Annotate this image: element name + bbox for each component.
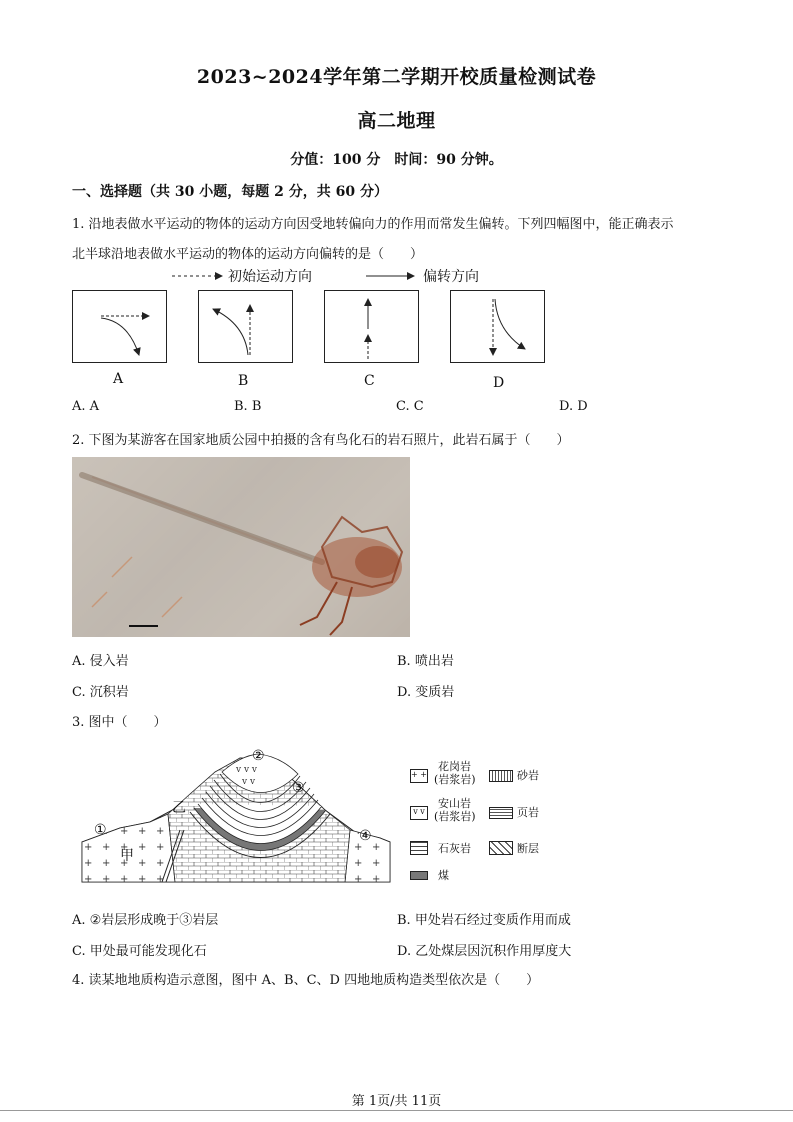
label-jia: 甲	[120, 848, 134, 864]
q4-text: 4. 读某地地质构造示意图，图中 A、B、C、D 四地地质构造类型依次是（ ）	[72, 973, 540, 988]
q1-text-line1: 1. 沿地表做水平运动的物体的运动方向因受地转偏向力的作用而常发生偏转。下列四幅图中，能正确表示	[72, 217, 674, 232]
q1-label-b: B	[238, 373, 249, 389]
marker-1: ①	[94, 822, 107, 838]
q1-label-a: A	[113, 371, 124, 387]
marker-2: ②	[252, 748, 265, 764]
granite-swatch: + +	[410, 769, 428, 783]
limestone-swatch	[410, 841, 428, 855]
legend-andesite: 安山岩	[438, 797, 471, 810]
q1-legend-initial: 初始运动方向	[228, 269, 312, 285]
section-heading: 一、选择题（共 30 小题，每题 2 分，共 60 分）	[72, 184, 388, 200]
page-number: 第 1页/共 11页	[351, 1094, 442, 1109]
score-info: 分值：100 分 时间：90 分钟。	[290, 152, 503, 168]
q1-option-a[interactable]: A. A	[72, 399, 100, 414]
legend-granite-note: (岩浆岩)	[434, 773, 476, 786]
svg-text:v v v: v v v	[236, 765, 257, 775]
q3-option-a[interactable]: A. ②岩层形成晚于③岩层	[72, 913, 219, 928]
legend-limestone: 石灰岩	[438, 842, 471, 855]
fault-swatch	[489, 841, 513, 855]
q3-text: 3. 图中（ ）	[72, 715, 167, 730]
q3-option-d[interactable]: D. 乙处煤层因沉积作用厚度大	[397, 944, 572, 959]
q1-figure-c	[324, 290, 419, 363]
legend-fault: 断层	[517, 842, 539, 855]
footer-divider	[0, 1110, 793, 1111]
q2-text: 2. 下图为某游客在国家地质公园中拍摄的含有鸟化石的岩石照片，此岩石属于（ ）	[72, 433, 570, 448]
svg-text:v v: v v	[242, 777, 256, 787]
q1-option-d[interactable]: D. D	[559, 399, 588, 414]
q1-legend-deflect: 偏转方向	[423, 269, 479, 285]
q1-label-d: D	[493, 375, 505, 391]
legend-sandstone: 砂岩	[517, 769, 539, 782]
q3-option-b[interactable]: B. 甲处岩石经过变质作用而成	[397, 913, 571, 928]
legend-andesite-note: (岩浆岩)	[434, 810, 476, 823]
sandstone-swatch	[489, 770, 513, 782]
q2-option-a[interactable]: A. 侵入岩	[72, 654, 129, 669]
q1-option-b[interactable]: B. B	[234, 399, 262, 414]
coal-swatch	[410, 871, 428, 880]
legend-shale: 页岩	[517, 806, 539, 819]
shale-swatch	[489, 807, 513, 819]
marker-3: ③	[292, 780, 305, 796]
q1-option-c[interactable]: C. C	[396, 399, 424, 414]
subject-title: 高二地理	[357, 110, 436, 132]
label-yi: 乙	[172, 800, 186, 816]
q2-option-b[interactable]: B. 喷出岩	[397, 654, 454, 669]
legend-coal: 煤	[438, 869, 449, 882]
q1-figure-b	[198, 290, 293, 363]
q2-option-d[interactable]: D. 变质岩	[397, 685, 455, 700]
q1-figure-a	[72, 290, 167, 363]
bird-fossil-photo	[72, 457, 410, 637]
q2-option-c[interactable]: C. 沉积岩	[72, 685, 129, 700]
q1-text-line2: 北半球沿地表做水平运动的物体的运动方向偏转的是（ ）	[72, 247, 424, 262]
legend-granite: 花岗岩	[438, 760, 471, 773]
exam-title: 2023~2024学年第二学期开校质量检测试卷	[196, 66, 597, 88]
andesite-swatch: v v	[410, 806, 428, 820]
q3-geology-diagram	[80, 742, 400, 887]
marker-4: ④	[359, 828, 372, 844]
q1-label-c: C	[364, 373, 375, 389]
q3-option-c[interactable]: C. 甲处最可能发现化石	[72, 944, 207, 959]
q1-figure-d	[450, 290, 545, 363]
